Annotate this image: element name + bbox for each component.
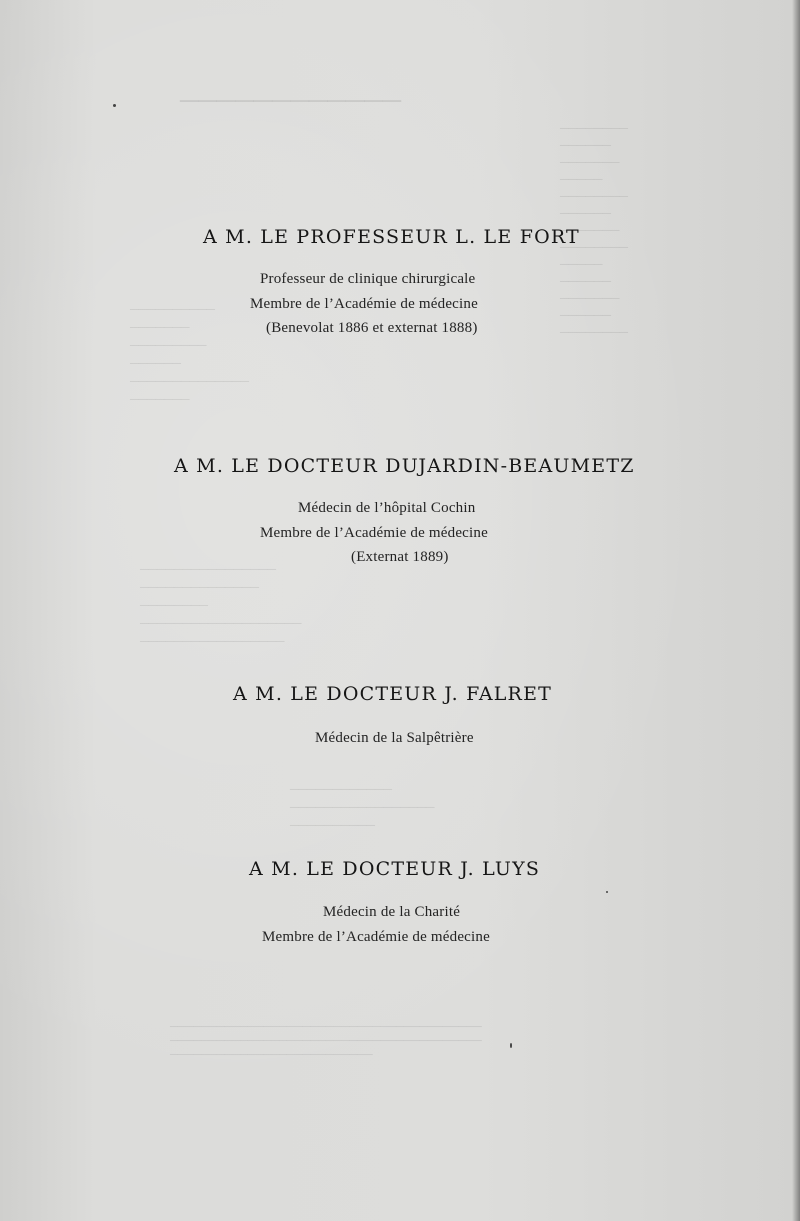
show-through-texture: ────────── ─────── ───────── ────── ────────────── ─────── (130, 302, 250, 406)
dedication-line: Membre de l’Académie de médecine (260, 525, 488, 541)
show-through-texture: ──────────── ───────────────── ────────── (290, 782, 435, 832)
dedication-line: Médecin de l’hôpital Cochin (298, 500, 476, 516)
ink-speck (606, 891, 608, 893)
show-through-texture: ──────────── (180, 86, 402, 115)
show-through-texture: ──────────────── ────────────── ──────── ─────────────────── ───────────────── (140, 562, 302, 648)
dedication-line: Médecin de la Charité (323, 904, 461, 920)
ink-speck (113, 104, 116, 107)
dedication-heading: A M. LE PROFESSEUR L. LE FORT (203, 226, 580, 248)
ink-speck (510, 1043, 512, 1048)
dedication-line: Membre de l’Académie de médecine (262, 929, 490, 945)
dedication-heading: A M. LE DOCTEUR J. LUYS (249, 858, 541, 880)
show-through-texture: ──────────────────────────────────────── ──────────────────────────────────────── ────────────────────────── (170, 1021, 482, 1061)
dedication-line: Médecin de la Salpêtrière (315, 730, 474, 746)
dedication-line: Membre de l’Académie de médecine (250, 296, 478, 312)
dedication-line: (Externat 1889) (351, 549, 449, 565)
dedication-line: Professeur de clinique chirurgicale (260, 271, 476, 287)
dedication-heading: A M. LE DOCTEUR DUJARDIN-BEAUMETZ (174, 455, 635, 477)
show-through-texture: ──────── ────── ─────── ───── ──────── ────── ─────── ──────── ───── ────── ─────── ────── ──────── (560, 121, 629, 339)
dedication-line: (Benevolat 1886 et externat 1888) (266, 320, 478, 336)
page-edge-shadow (792, 0, 800, 1221)
dedication-heading: A M. LE DOCTEUR J. FALRET (233, 683, 553, 705)
